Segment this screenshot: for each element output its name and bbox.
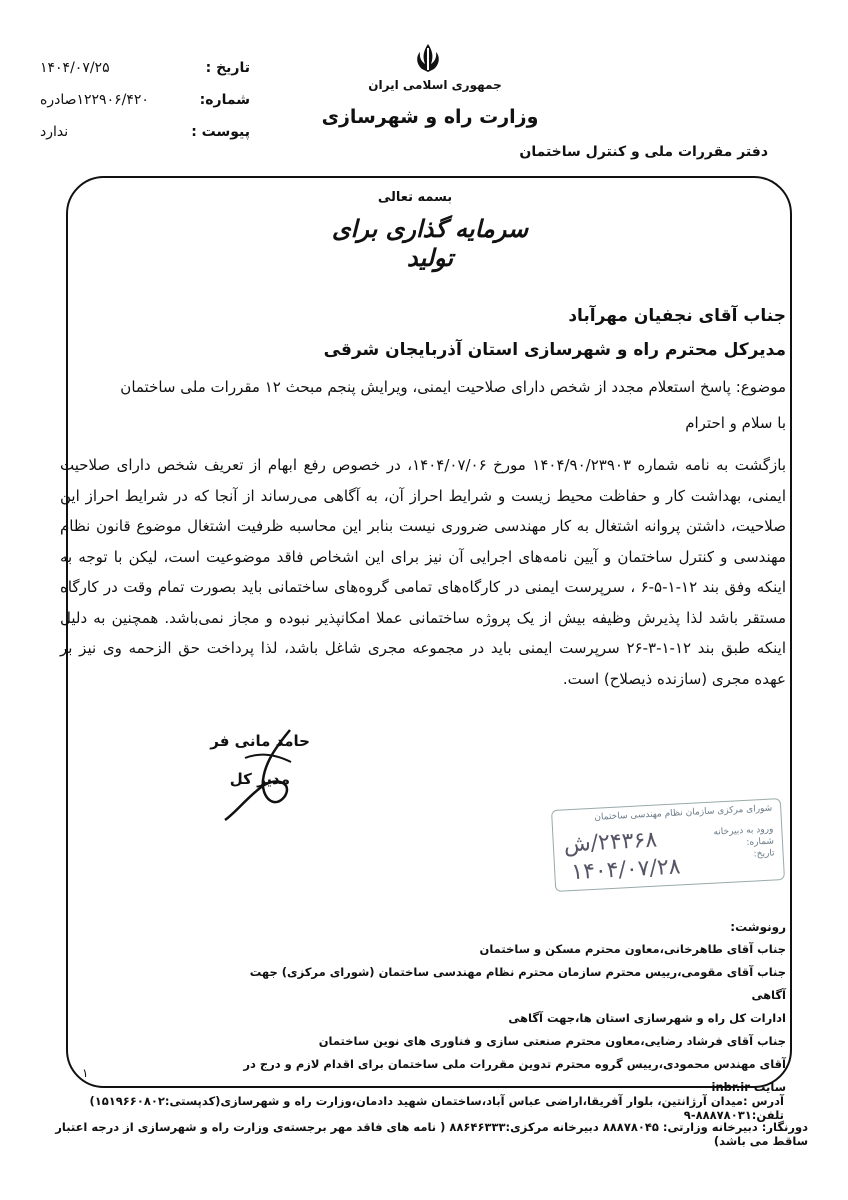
stamp-header: شورای مرکزی سازمان نظام مهندسی ساختمان xyxy=(594,803,773,823)
number-label: شماره: xyxy=(199,92,250,108)
attachment-row xyxy=(40,116,250,148)
stamp-date: ۱۴۰۴/۰۷/۲۸ xyxy=(570,854,682,886)
letter-body: بازگشت به نامه شماره ۱۴۰۴/۹۰/۲۳۹۰۳ مورخ ۱۴۰۴/۰۷/۰۶، در خصوص رفع ابهام از تعریف شخص دارای صلاحیت ایمنی، بهداشت کار و حفاظت محیط زیست و شرایط احراز آن، به آگاهی می‌رساند از آنجا که در شرایط احراز این صلاحیت، داشتن پروانه اشتغال به کار مهندسی ضروری نیست بنابر این محاسبه ظرفیت اشتغال موضوع قانون نظام مهندسی و کنترل ساختمان و آیین نامه‌های اجرایی آن نیز برای این اشخاص فاقد موضوعیت است، لیکن با توجه به اینکه وفق بند ۱۲-۱-۵-۶ ، سرپرست ایمنی در کارگاه‌های تمامی گروه‌های ساختمانی باید بصورت تمام وقت در کارگاه مستقر باشد لذا پذیرش وظیفه بیش از یک پروژه ساختمانی عملا امکانپذیر نبوده و مجاز نمی‌باشد. همچنین به دلیل اینکه طبق بند ۱۲-۱-۳-۲۶ سرپرست ایمنی باید در مجموعه مجری شاغل باشد، لذا پرداخت حق الزحمه وی نیز بر عهده مجری (سازنده ذیصلاح) است. xyxy=(60,456,787,688)
letter-meta xyxy=(40,52,250,148)
date-row xyxy=(40,52,250,84)
date-value: ۱۴۰۴/۰۷/۲۵ xyxy=(40,60,110,76)
cc-item: جناب آقای طاهرخانی،معاون محترم مسکن و ساختمان xyxy=(479,942,786,956)
office-title: دفتر مقررات ملی و کنترل ساختمان xyxy=(519,144,768,160)
stamp-labels xyxy=(713,823,775,862)
stamp-number-label: شماره: xyxy=(746,836,775,848)
stamp-date-label: تاریخ: xyxy=(753,848,775,860)
cc-item: ادارات کل راه و شهرسازی استان ها،جهت آگاهی xyxy=(508,1011,786,1025)
attachment-label: پیوست : xyxy=(191,124,250,140)
addressee-name: جناب آقای نجفیان مهرآباد xyxy=(568,306,786,326)
date-label: تاریخ : xyxy=(205,60,250,76)
footer-fax: دورنگار: دبیرخانه وزارتی: ۸۸۸۷۸۰۴۵ دبیرخانه مرکزی:۸۸۶۴۶۳۳۳ ( نامه های فاقد مهر برجسته‌ی وزارت راه و شهرسازی از درجه اعتبار ساقط می باشد) xyxy=(55,1120,808,1148)
year-slogan: سرمایه گذاری برای تولید xyxy=(331,214,529,272)
letter-subject: موضوع: پاسخ استعلام مجدد از شخص دارای صلاحیت ایمنی، ویرایش پنجم مبحث ۱۲ مقررات ملی ساختمان xyxy=(120,378,786,396)
government-title: جمهوری اسلامی ایران xyxy=(368,78,502,92)
number-row xyxy=(40,84,250,116)
bismillah: بسمه تعالی xyxy=(377,190,453,205)
cc-list xyxy=(226,938,786,1099)
cc-item: جناب آقای فرشاد رضایی،معاون محترم صنعتی سازی و فناوری های نوین ساختمان xyxy=(318,1034,786,1048)
footer-address: آدرس :میدان آرژانتین، بلوار آفریقا،اراضی عباس آباد،ساختمان شهید دادمان،وزارت راه و شهرسازی(کدپستی:۱۵۱۹۶۶۰۸۰۲) تلفن:۸۸۸۷۸۰۳۱-۹ xyxy=(89,1094,784,1122)
stamp-sub: ورود به دبیرخانه xyxy=(713,824,774,838)
receipt-stamp xyxy=(551,798,785,892)
ministry-title: وزارت راه و شهرسازی xyxy=(321,106,539,128)
greeting: با سلام و احترام xyxy=(685,414,786,432)
attachment-value: ندارد xyxy=(40,124,69,140)
cc-title: رونوشت: xyxy=(730,920,786,934)
page-number: ۱ xyxy=(82,1066,89,1080)
number-value: ۱۲۲۹۰۶/۴۲۰صادره xyxy=(40,92,149,108)
signatory-title: مدیر کل xyxy=(229,770,290,788)
stamp-number: ۲۴۳۶۸/ش xyxy=(563,827,658,858)
addressee-title: مدیرکل محترم راه و شهرسازی استان آذربایجان شرقی xyxy=(323,340,786,360)
iran-emblem-icon xyxy=(410,40,446,76)
cc-item: جناب آقای مقومی،رییس محترم سازمان محترم نظام مهندسی ساختمان (شورای مرکزی) جهت آگاهی xyxy=(249,965,786,1002)
cc-item: آقای مهندس محمودی،رییس گروه محترم تدوین مقررات ملی ساختمان برای اقدام لازم و درج در سایت inbr.ir xyxy=(243,1057,786,1094)
signatory-name: حامد مانی فر xyxy=(210,732,310,750)
